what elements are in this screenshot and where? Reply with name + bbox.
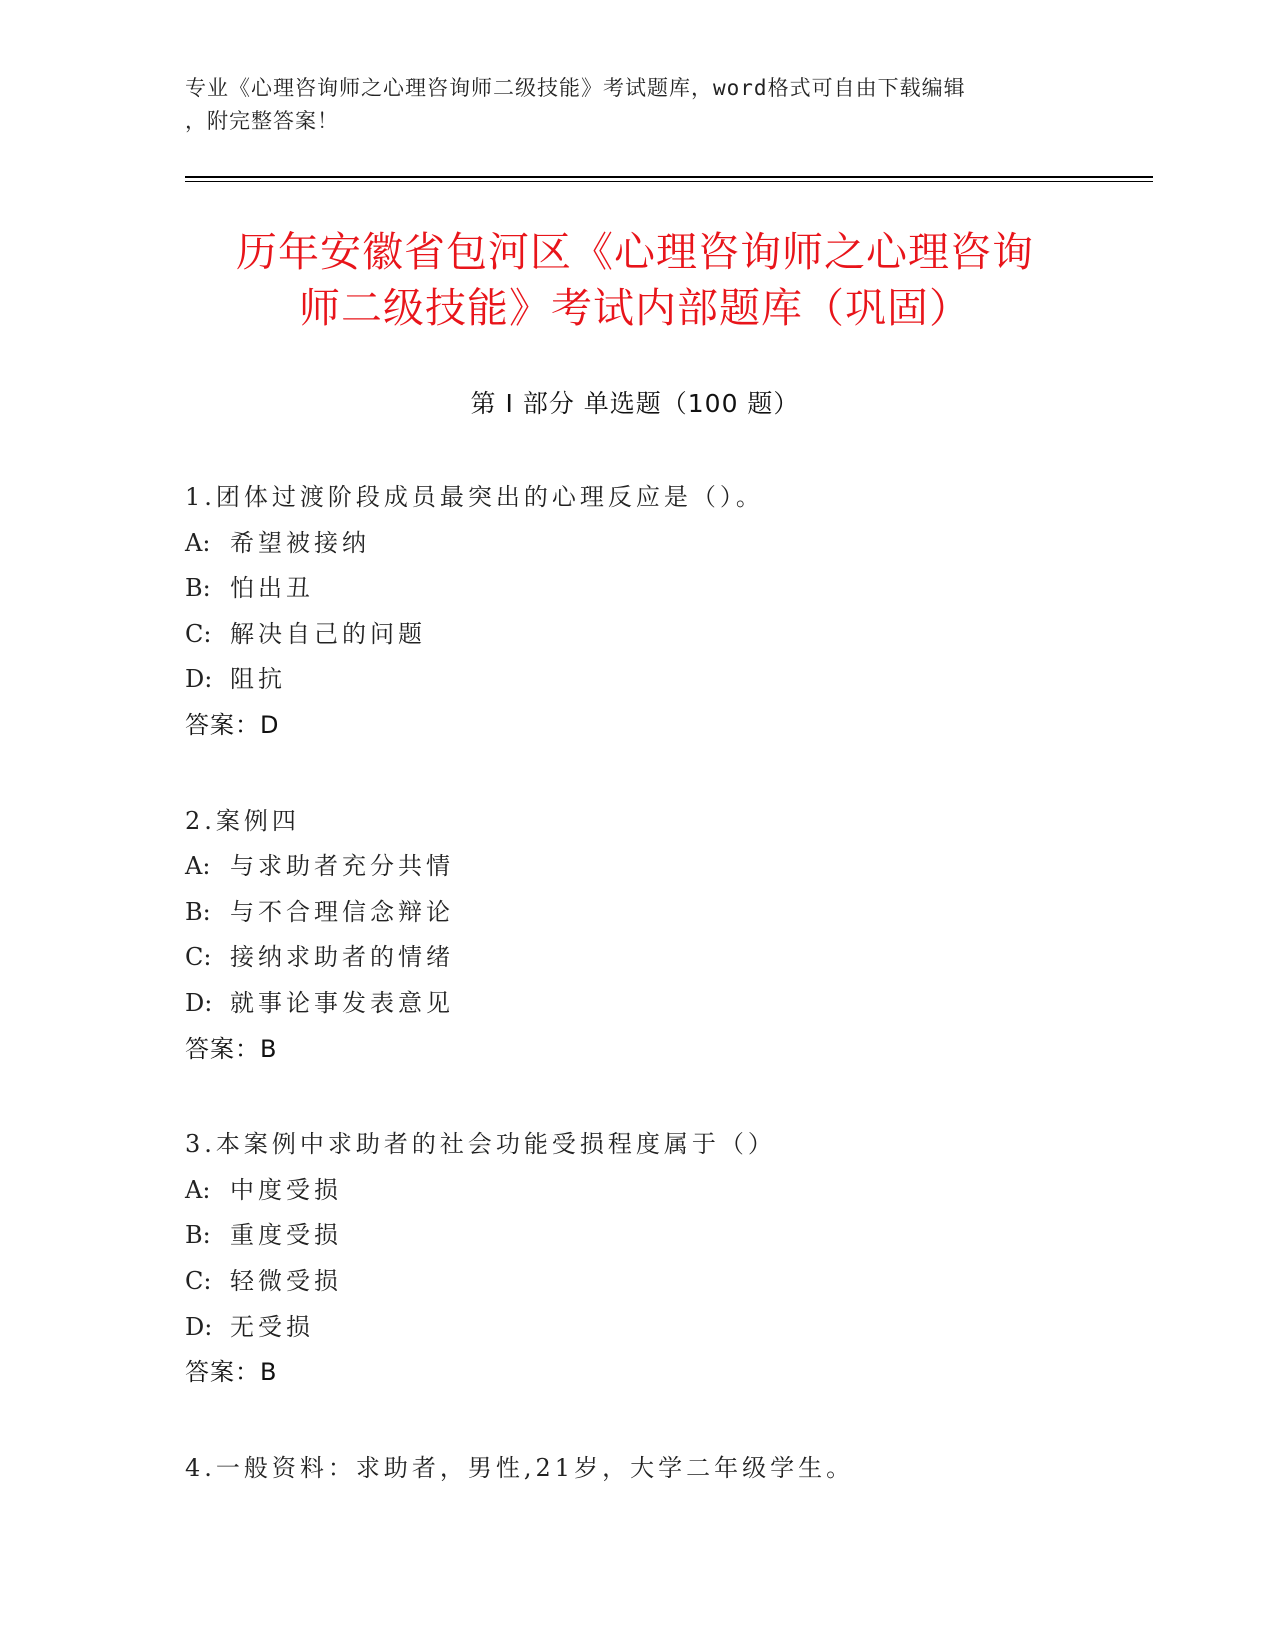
option-letter: C: [185,1266,212,1295]
question-3 [185,1122,1185,1396]
option-text: 无受损 [230,1312,314,1341]
question-stem: 3.本案例中求助者的社会功能受损程度属于（） [185,1130,776,1159]
option-c [185,1259,1185,1305]
option-c [185,935,1185,981]
option-b [185,890,1185,936]
option-d [185,981,1185,1027]
option-letter: B: [185,897,211,926]
answer-line: 答案：B [185,1358,278,1387]
option-letter: C: [185,943,212,972]
document-title [185,224,1085,336]
option-d [185,1305,1185,1351]
document-title-line-1: 历年安徽省包河区《心理咨询师之心理咨询 [236,228,1034,276]
question-4 [185,1446,1185,1492]
option-text: 中度受损 [230,1175,342,1204]
option-letter: D: [185,988,213,1017]
option-letter: B: [185,1221,211,1250]
option-a [185,1168,1185,1214]
option-letter: D: [185,1312,213,1341]
question-stem: 4.一般资料：求助者，男性,21岁，大学二年级学生。 [185,1453,855,1482]
option-a [185,844,1185,890]
question-stem: 2.案例四 [185,806,300,835]
header-note [185,72,1065,138]
option-d [185,657,1185,703]
option-c [185,612,1185,658]
option-text: 重度受损 [230,1221,342,1250]
header-note-line-1: 专业《心理咨询师之心理咨询师二级技能》考试题库，word格式可自由下载编辑 [185,76,966,100]
option-b [185,566,1185,612]
answer-line: 答案：B [185,1034,278,1063]
header-divider-thin [185,181,1153,182]
header-divider-thick [185,176,1153,178]
option-b [185,1213,1185,1259]
option-text: 与求助者充分共情 [230,852,454,881]
option-text: 轻微受损 [230,1266,342,1295]
option-letter: A: [185,852,211,881]
option-text: 接纳求助者的情绪 [230,943,454,972]
option-letter: B: [185,574,211,603]
option-text: 阻抗 [230,665,286,694]
header-note-line-2: ，附完整答案！ [185,109,339,133]
option-text: 希望被接纳 [230,528,370,557]
question-1 [185,475,1185,749]
option-letter: A: [185,1175,211,1204]
question-stem: 1.团体过渡阶段成员最突出的心理反应是（）。 [185,483,764,511]
option-letter: C: [185,619,212,648]
answer-line: 答案：D [185,710,280,739]
question-2 [185,799,1185,1073]
question-list [185,475,1185,1541]
option-text: 就事论事发表意见 [230,988,454,1017]
option-letter: D: [185,665,213,694]
option-text: 与不合理信念辩论 [230,897,454,926]
option-text: 怕出丑 [230,574,314,603]
option-text: 解决自己的问题 [230,619,426,648]
option-a [185,521,1185,567]
section-heading: 第 I 部分 单选题（100 题） [470,389,800,418]
option-letter: A: [185,528,211,557]
document-title-line-2: 师二级技能》考试内部题库（巩固） [299,284,971,332]
